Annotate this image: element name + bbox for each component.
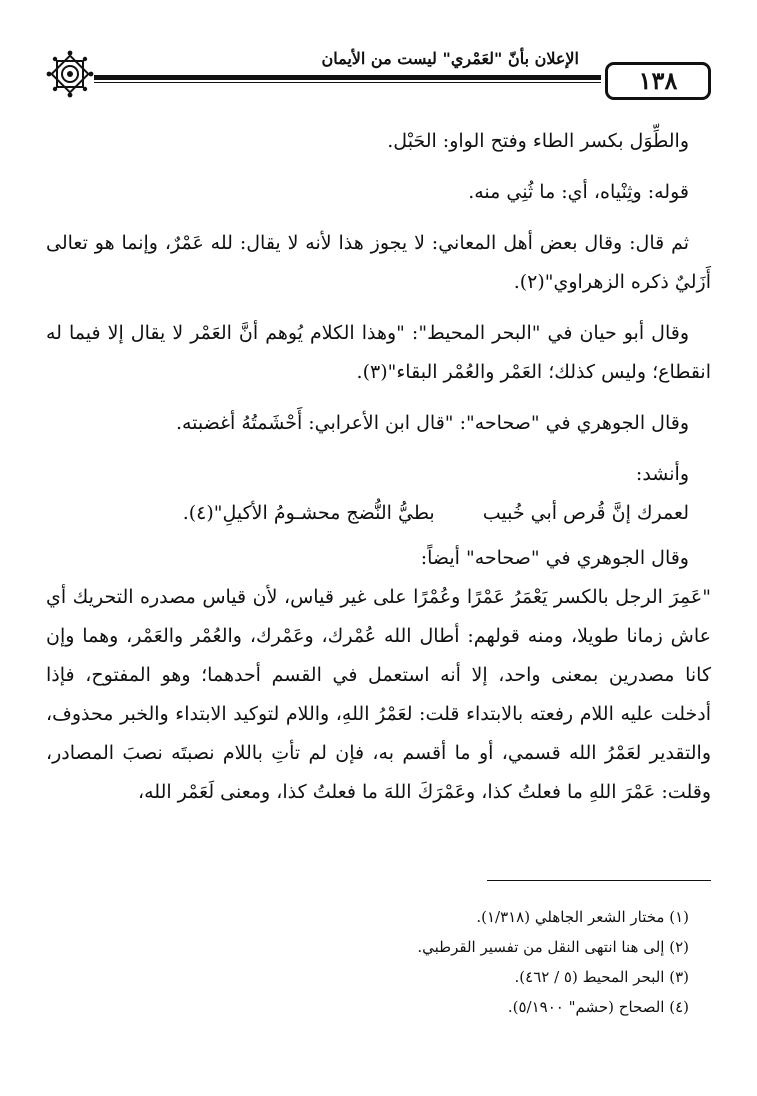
footnote: (٤) الصحاح (حشم" ٥/١٩٠٠). [507,998,689,1016]
footnote-separator [487,880,711,881]
paragraph: وأنشد: [635,463,689,485]
footnotes [46,902,711,1022]
paragraph: قوله: وثِنْياه، أي: ما ثُنِي منه. [468,181,689,203]
paragraph: ثم قال: وقال بعض أهل المعاني: لا يجوز هذا لأنه لا يقال: لله عَمْرٌ، وإنما هو تعالى أَزَليٌ ذكره الزهراوي"(٢). [46,232,711,293]
footnote: (٢) إلى هنا انتهى النقل من تفسير القرطبي. [417,938,689,956]
page-header [46,44,711,106]
paragraph: والطِّوَل بكسر الطاء وفتح الواو: الحَبْل. [387,130,689,152]
verse-first-hemistich: لعمرك إنَّ قُرص أبي خُبيب [482,502,689,524]
running-title: الإعلان بأنّ "لعَمْري" ليست من الأيمان [321,49,579,68]
header-rule-thin [94,82,601,83]
main-text [46,122,711,824]
paragraph: "عَمِرَ الرجل بالكسر يَعْمَرُ عَمْرًا وعُمْرًا على غير قياس، لأن قياس مصدره التحريك أي عاش زمانا طويلا، ومنه قولهم: أطال الله عُمْرك، وعَمْرك، والعُمْر والعَمْر، وهما وإن كانا مصدرين بمعنى واحد، إلا أنه استعمل في القسم أحدهما؛ وهو المفتوح، فإذا أدخلت عليه اللام رفعته بالابتداء قلت: لعَمْرُ اللهِ، واللام لتوكيد الابتداء والخبر محذوف، والتقدير لعَمْرُ الله قسمي، أو ما أقسم به، فإن لم تأتِ باللام نصبتَه نصبَ المصادر، وقلت: عَمْرَ اللهِ ما فعلتُ كذا، وعَمْرَكَ اللهَ ما فعلتُ كذا، ومعنى لَعَمْر الله، [46,586,711,803]
paragraph: وقال الجوهري في "صحاحه": "قال ابن الأعرابي: أَحْشَمتُهُ أغضبته. [175,412,689,434]
footnote: (٣) البحر المحيط (٥ / ٤٦٢). [514,968,689,986]
footnote: (١) مختار الشعر الجاهلي (١/٣١٨). [476,908,689,926]
paragraph: وقال الجوهري في "صحاحه" أيضاً: [420,547,689,569]
header-rule-thick [94,75,601,80]
poetry-verse [46,494,711,533]
page-number: ١٣٨ [605,62,711,100]
paragraph: وقال أبو حيان في "البحر المحيط": "وهذا الكلام يُوهم أنَّ العَمْر لا يقال إلا فيما له انقطاع؛ وليس كذلك؛ العَمْر والعُمْر البقاء"(٣). [46,322,711,383]
eight-point-star-ornament-icon [46,50,94,98]
verse-second-hemistich: بطيُّ النُّضج محشـومُ الأكيلِ"(٤). [182,502,435,524]
